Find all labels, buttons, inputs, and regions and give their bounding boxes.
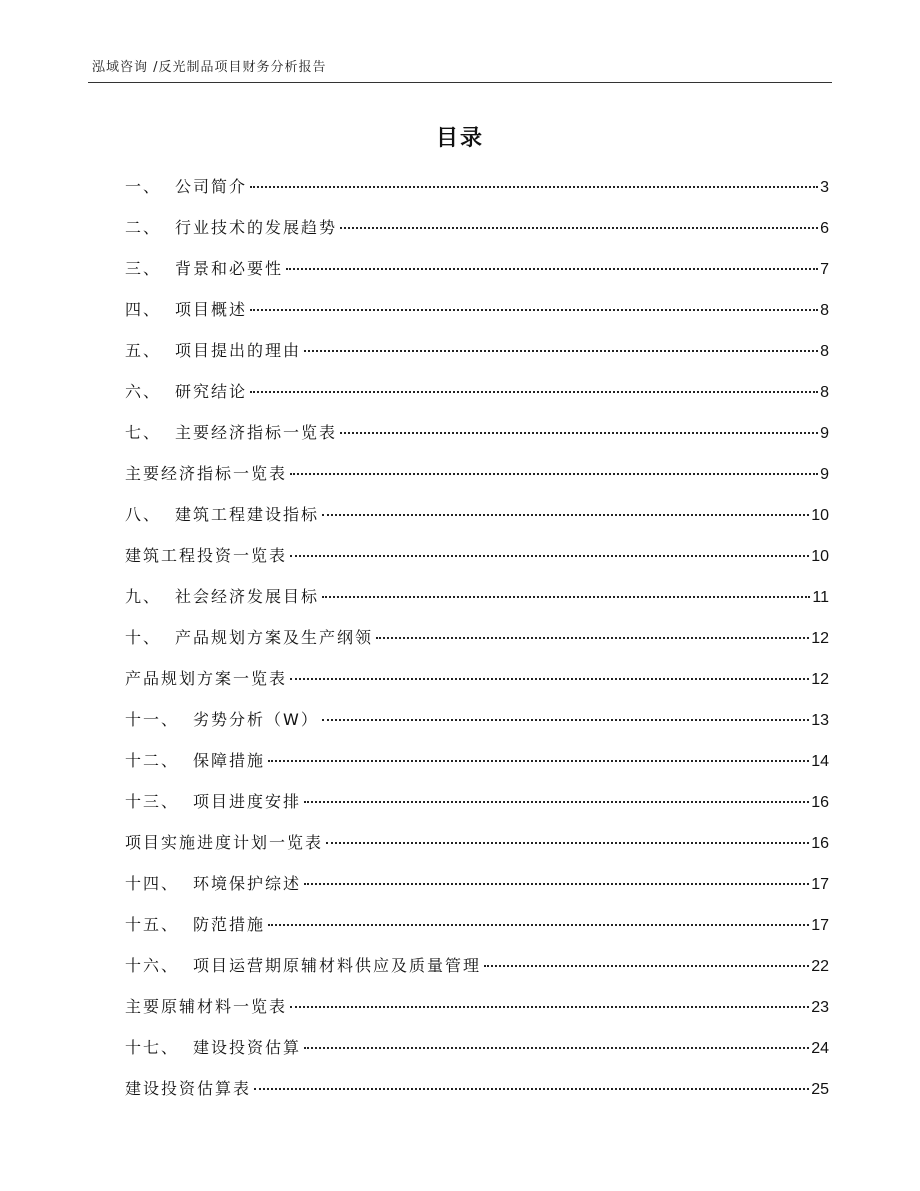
toc-entry-page-number: 11 bbox=[812, 589, 829, 606]
toc-entry[interactable] bbox=[125, 174, 829, 215]
toc-entry-page-number: 3 bbox=[820, 179, 829, 196]
toc-entry-label: 研究结论 bbox=[175, 382, 248, 401]
toc-entry[interactable] bbox=[125, 297, 829, 338]
toc-entry[interactable] bbox=[125, 256, 829, 297]
toc-entry[interactable] bbox=[125, 1076, 829, 1117]
toc-entry-label: 保障措施 bbox=[193, 751, 266, 770]
toc-entry-label: 劣势分析（W） bbox=[193, 710, 319, 729]
toc-entry-label: 背景和必要性 bbox=[175, 259, 284, 278]
dot-leader bbox=[322, 514, 809, 516]
toc-entry-label: 建设投资估算 bbox=[193, 1038, 302, 1057]
dot-leader bbox=[304, 801, 809, 803]
dot-leader bbox=[250, 186, 818, 188]
toc-entry[interactable] bbox=[125, 953, 829, 994]
toc-entry-number: 一、 bbox=[125, 177, 162, 196]
dot-leader bbox=[250, 309, 818, 311]
toc-entry-label: 项目概述 bbox=[175, 300, 248, 319]
toc-entry-page-number: 9 bbox=[820, 425, 829, 442]
table-of-contents bbox=[125, 174, 829, 1117]
toc-entry-page-number: 17 bbox=[811, 917, 829, 934]
toc-entry-page-number: 12 bbox=[811, 671, 829, 688]
dot-leader bbox=[322, 596, 810, 598]
toc-entry-page-number: 7 bbox=[820, 261, 829, 278]
toc-entry-label: 项目实施进度计划一览表 bbox=[125, 833, 324, 852]
dot-leader bbox=[268, 924, 809, 926]
toc-entry[interactable] bbox=[125, 912, 829, 953]
toc-entry-label: 项目进度安排 bbox=[193, 792, 302, 811]
toc-entry-number: 十六、 bbox=[125, 956, 180, 975]
toc-entry[interactable] bbox=[125, 543, 829, 584]
toc-entry[interactable] bbox=[125, 584, 829, 625]
toc-entry-number: 十七、 bbox=[125, 1038, 180, 1057]
toc-entry[interactable] bbox=[125, 625, 829, 666]
toc-entry-page-number: 6 bbox=[820, 220, 829, 237]
toc-entry-label: 主要经济指标一览表 bbox=[125, 464, 288, 483]
dot-leader bbox=[290, 473, 818, 475]
toc-entry[interactable] bbox=[125, 461, 829, 502]
toc-entry-page-number: 22 bbox=[811, 958, 829, 975]
toc-entry-number: 三、 bbox=[125, 259, 162, 278]
dot-leader bbox=[290, 555, 809, 557]
toc-entry-label: 主要经济指标一览表 bbox=[175, 423, 338, 442]
toc-entry-label: 环境保护综述 bbox=[193, 874, 302, 893]
toc-entry[interactable] bbox=[125, 830, 829, 871]
toc-entry-label: 项目提出的理由 bbox=[175, 341, 302, 360]
toc-entry-label: 公司简介 bbox=[175, 177, 248, 196]
toc-entry[interactable] bbox=[125, 338, 829, 379]
toc-entry-page-number: 13 bbox=[811, 712, 829, 729]
toc-entry-page-number: 23 bbox=[811, 999, 829, 1016]
toc-entry[interactable] bbox=[125, 215, 829, 256]
toc-entry[interactable] bbox=[125, 707, 829, 748]
dot-leader bbox=[340, 227, 818, 229]
toc-entry-number: 四、 bbox=[125, 300, 162, 319]
toc-entry-number: 十三、 bbox=[125, 792, 180, 811]
toc-entry[interactable] bbox=[125, 379, 829, 420]
running-header: 泓域咨询 /反光制品项目财务分析报告 bbox=[92, 60, 327, 75]
toc-entry-page-number: 12 bbox=[811, 630, 829, 647]
toc-entry-page-number: 14 bbox=[811, 753, 829, 770]
toc-entry-page-number: 8 bbox=[820, 302, 829, 319]
toc-entry-page-number: 16 bbox=[811, 835, 829, 852]
toc-entry[interactable] bbox=[125, 871, 829, 912]
toc-entry-number: 十一、 bbox=[125, 710, 180, 729]
toc-entry-page-number: 25 bbox=[811, 1081, 829, 1098]
toc-entry-page-number: 9 bbox=[820, 466, 829, 483]
toc-entry-label: 产品规划方案一览表 bbox=[125, 669, 288, 688]
toc-entry-page-number: 17 bbox=[811, 876, 829, 893]
dot-leader bbox=[484, 965, 809, 967]
toc-entry-number: 八、 bbox=[125, 505, 162, 524]
toc-entry-number: 十五、 bbox=[125, 915, 180, 934]
toc-entry[interactable] bbox=[125, 1035, 829, 1076]
toc-entry-label: 产品规划方案及生产纲领 bbox=[175, 628, 374, 647]
toc-entry-page-number: 10 bbox=[811, 548, 829, 565]
toc-entry-label: 建筑工程建设指标 bbox=[175, 505, 320, 524]
toc-entry-number: 六、 bbox=[125, 382, 162, 401]
toc-entry-label: 项目运营期原辅材料供应及质量管理 bbox=[193, 956, 482, 975]
toc-entry-page-number: 24 bbox=[811, 1040, 829, 1057]
dot-leader bbox=[340, 432, 818, 434]
dot-leader bbox=[254, 1088, 809, 1090]
toc-entry-label: 行业技术的发展趋势 bbox=[175, 218, 338, 237]
toc-entry-number: 十四、 bbox=[125, 874, 180, 893]
toc-entry-number: 七、 bbox=[125, 423, 162, 442]
dot-leader bbox=[286, 268, 818, 270]
toc-entry[interactable] bbox=[125, 502, 829, 543]
dot-leader bbox=[304, 350, 818, 352]
header-divider bbox=[88, 82, 832, 83]
dot-leader bbox=[326, 842, 809, 844]
dot-leader bbox=[304, 883, 809, 885]
toc-entry[interactable] bbox=[125, 789, 829, 830]
toc-entry[interactable] bbox=[125, 420, 829, 461]
toc-entry-label: 建筑工程投资一览表 bbox=[125, 546, 288, 565]
toc-entry-label: 主要原辅材料一览表 bbox=[125, 997, 288, 1016]
dot-leader bbox=[268, 760, 809, 762]
toc-entry[interactable] bbox=[125, 748, 829, 789]
toc-entry-page-number: 8 bbox=[820, 384, 829, 401]
toc-entry-page-number: 8 bbox=[820, 343, 829, 360]
dot-leader bbox=[304, 1047, 809, 1049]
dot-leader bbox=[322, 719, 809, 721]
toc-entry-number: 九、 bbox=[125, 587, 162, 606]
toc-entry-number: 十、 bbox=[125, 628, 162, 647]
toc-entry-number: 二、 bbox=[125, 218, 162, 237]
toc-entry-label: 防范措施 bbox=[193, 915, 266, 934]
toc-entry-label: 社会经济发展目标 bbox=[175, 587, 320, 606]
page-title: 目录 bbox=[435, 126, 484, 151]
toc-entry-page-number: 10 bbox=[811, 507, 829, 524]
toc-entry-label: 建设投资估算表 bbox=[125, 1079, 252, 1098]
toc-entry[interactable] bbox=[125, 666, 829, 707]
dot-leader bbox=[376, 637, 809, 639]
toc-entry[interactable] bbox=[125, 994, 829, 1035]
toc-entry-number: 十二、 bbox=[125, 751, 180, 770]
dot-leader bbox=[290, 678, 809, 680]
toc-entry-page-number: 16 bbox=[811, 794, 829, 811]
toc-entry-number: 五、 bbox=[125, 341, 162, 360]
dot-leader bbox=[250, 391, 818, 393]
dot-leader bbox=[290, 1006, 809, 1008]
